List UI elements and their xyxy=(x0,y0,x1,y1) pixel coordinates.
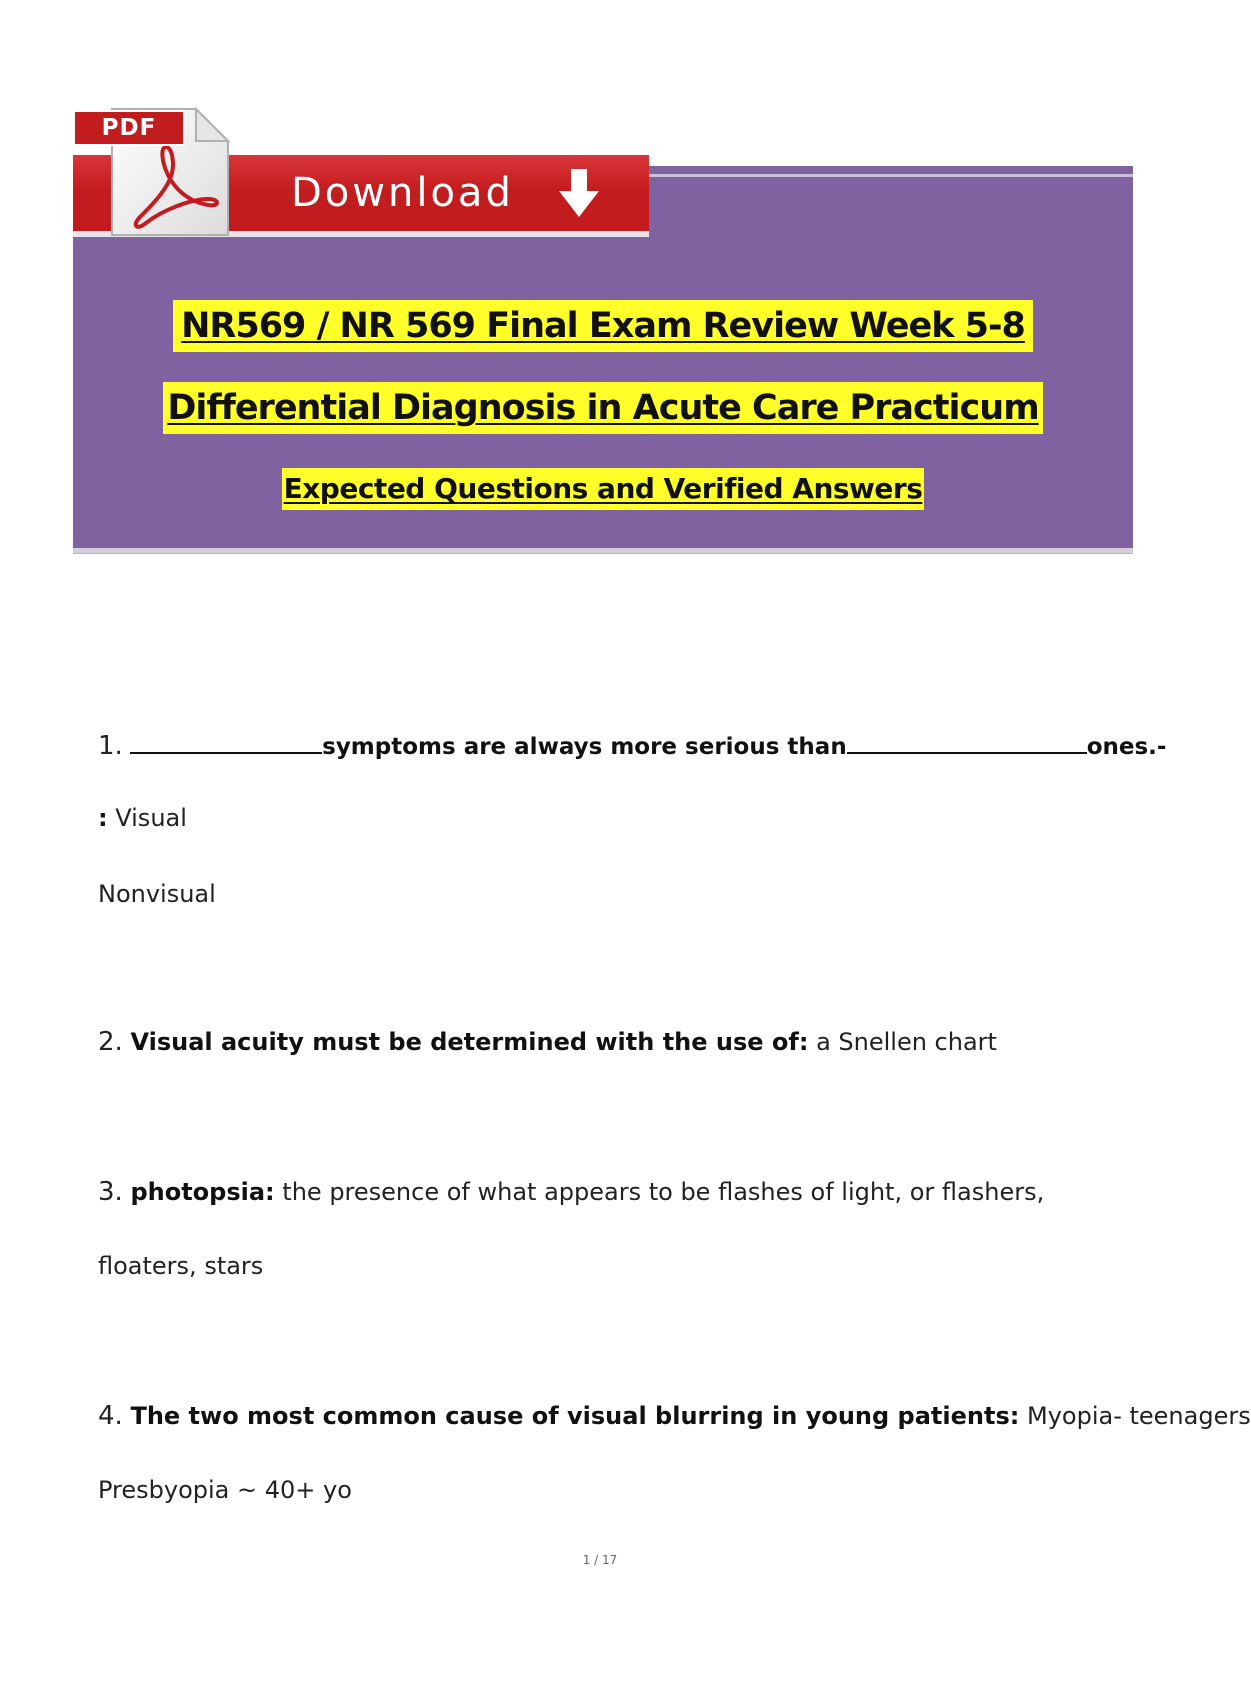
title-line-2 xyxy=(73,382,1133,434)
answer-prefix: : xyxy=(98,804,108,832)
question-text: ones.- xyxy=(1086,734,1167,760)
answer-text: Nonvisual xyxy=(98,880,216,908)
question-text: Visual acuity must be determined with the use of: xyxy=(130,1028,809,1056)
fill-blank xyxy=(847,728,1087,754)
answer-1-line-1 xyxy=(98,802,187,834)
answer-text: Visual xyxy=(115,804,187,832)
title-subject: Differential Diagnosis in Acute Care Practicum xyxy=(163,382,1042,434)
question-4 xyxy=(98,1400,1251,1432)
answer-1-line-2 xyxy=(98,878,216,910)
question-text: symptoms are always more serious than xyxy=(322,734,847,760)
answer-3-continued xyxy=(98,1250,263,1282)
question-3 xyxy=(98,1176,1044,1208)
pdf-tag-label: PDF xyxy=(101,115,157,141)
answer-text: Presbyopia ~ 40+ yo xyxy=(98,1476,352,1504)
page-number: 1 / 17 xyxy=(582,1553,618,1567)
answer-text: floaters, stars xyxy=(98,1252,264,1280)
question-2 xyxy=(98,1026,997,1058)
question-number: 1. xyxy=(98,731,123,761)
fill-blank xyxy=(130,728,322,754)
answer-text: a Snellen chart xyxy=(816,1028,997,1056)
answer-text: Myopia- teenagers xyxy=(1026,1402,1251,1430)
question-number: 2. xyxy=(98,1027,123,1057)
download-arrow-icon xyxy=(557,167,601,219)
title-line-1 xyxy=(73,300,1133,352)
question-text: The two most common cause of visual blurring in young patients: xyxy=(130,1402,1020,1430)
question-number: 4. xyxy=(98,1401,123,1431)
title-subtitle: Expected Questions and Verified Answers xyxy=(282,468,925,510)
download-label: Download xyxy=(291,170,514,216)
title-course: NR569 / NR 569 Final Exam Review Week 5-8 xyxy=(173,300,1033,352)
title-line-3 xyxy=(73,468,1133,510)
question-text: photopsia: xyxy=(130,1178,275,1206)
question-number: 3. xyxy=(98,1177,123,1207)
answer-text: the presence of what appears to be flashes of light, or flashers, xyxy=(282,1178,1045,1206)
banner-bottom-rule xyxy=(73,548,1133,554)
answer-4-continued xyxy=(98,1474,352,1506)
pdf-tag xyxy=(73,110,185,146)
question-1 xyxy=(98,728,1166,763)
